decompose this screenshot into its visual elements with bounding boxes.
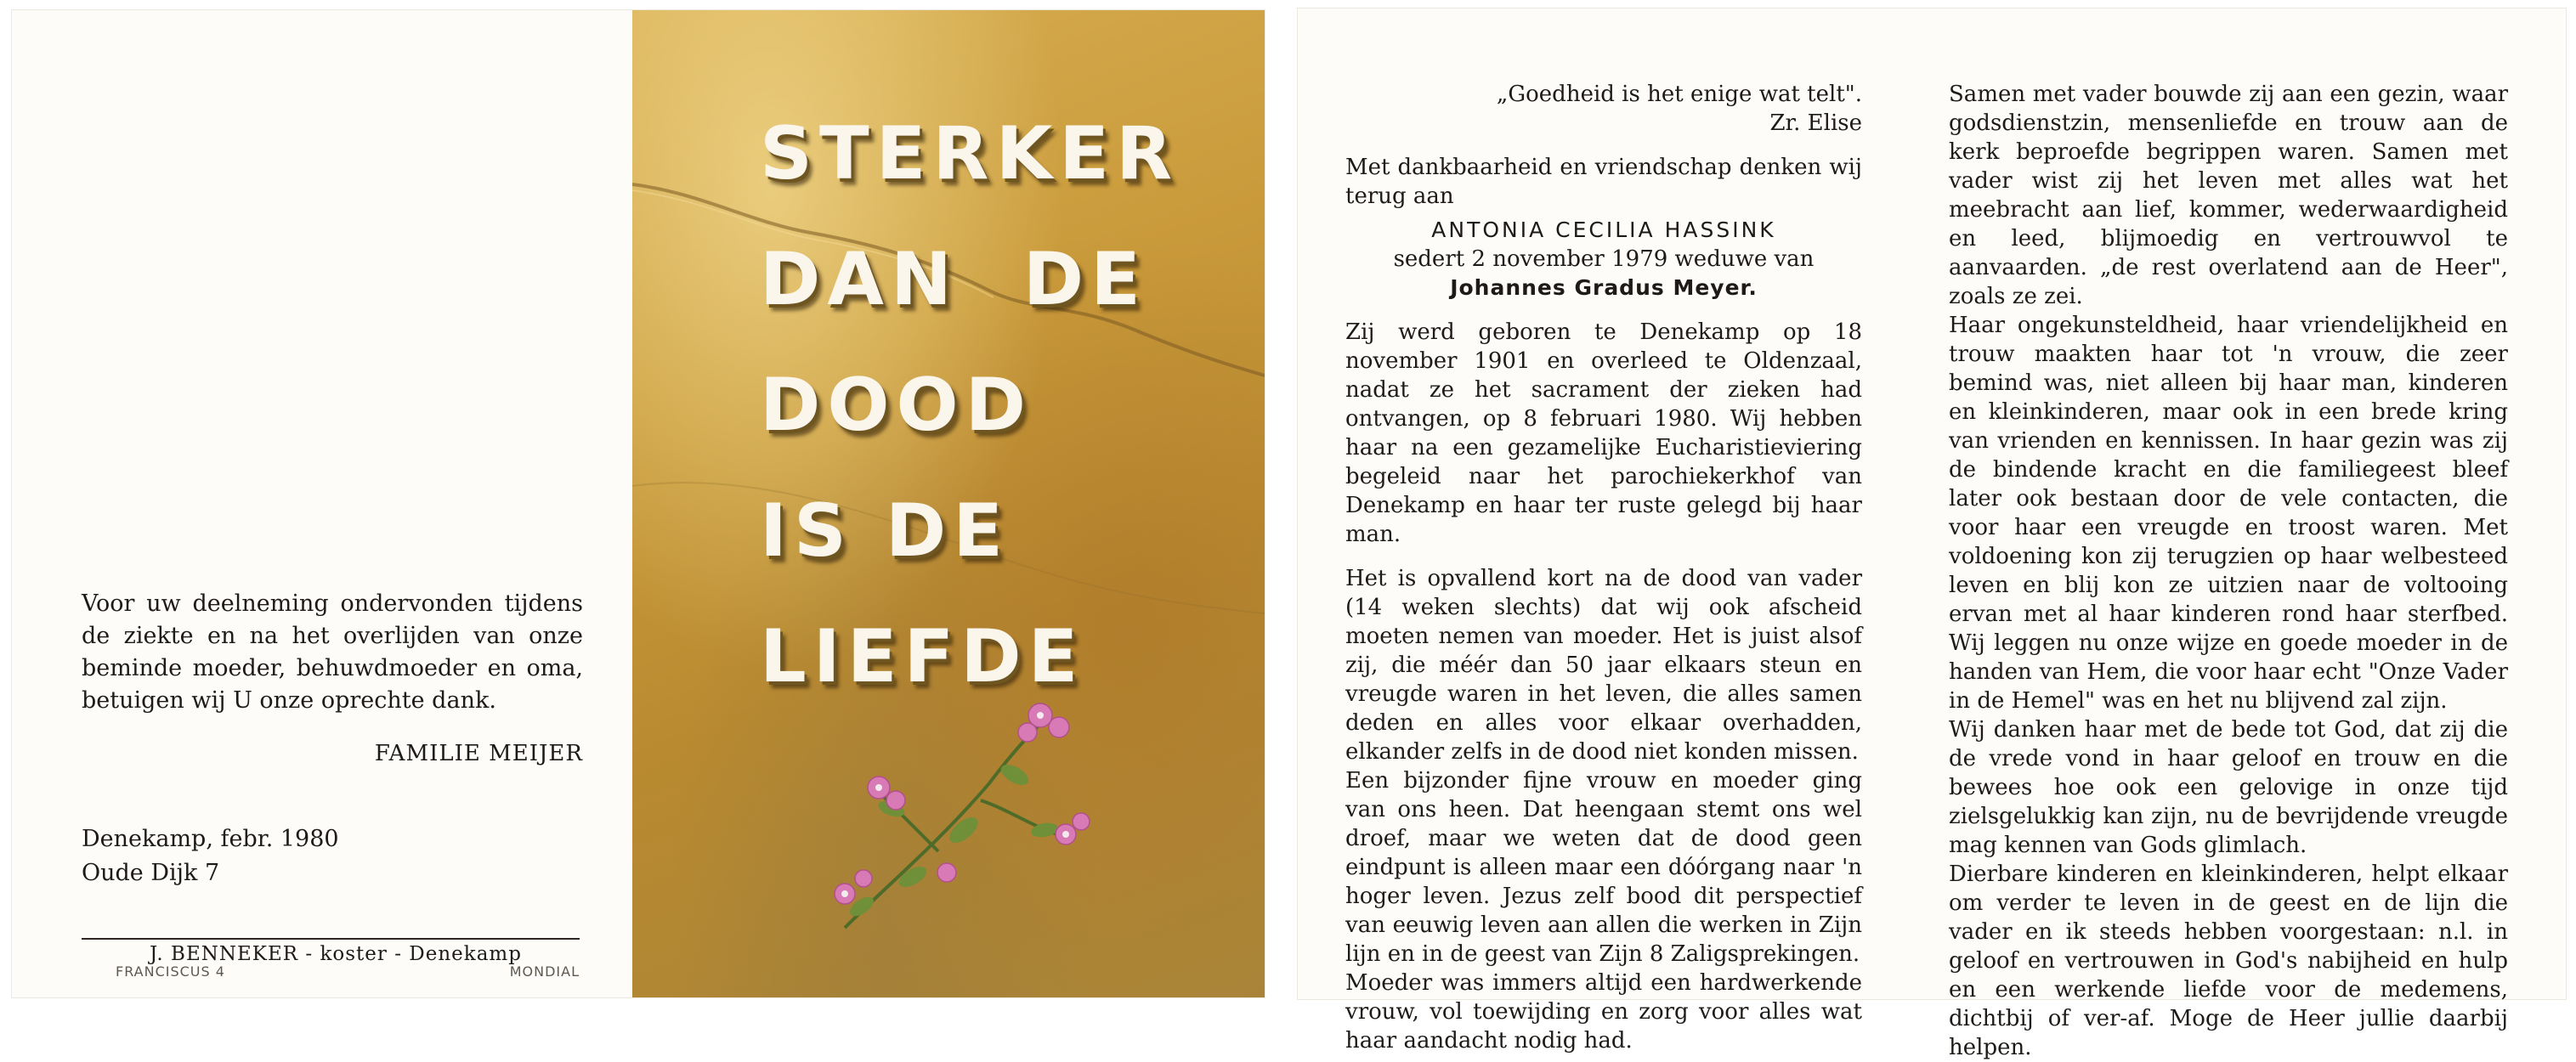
stone-photo <box>632 10 1265 997</box>
imprint-mark-left: FRANCISCUS 4 <box>116 963 225 980</box>
slogan-line-4: IS DE <box>760 489 1011 573</box>
flowers-graphic <box>811 681 1117 936</box>
spouse-name: Johannes Gradus Meyer. <box>1450 275 1758 300</box>
thanks-text: Voor uw deelneming ondervonden tijdens de ziekte en na het overlijden van onze beminde moeder, behuwdmoeder en oma, betuigen wij U onze oprechte dank. <box>82 590 583 714</box>
paragraph: Samen met vader bouwde zij aan een gezin, waar godsdienstzin, mensenliefde en trouw aan de kerk beproefde begrippen waren. Samen met vader wist zij het leven met alles wat het meebracht aan lief, kommer, wederwaardigheid en leed, blijmoedig en vertrouwvol te aanvaarden. „de rest overlatend aan de Heer", zoals ze zei. <box>1949 82 2508 309</box>
paragraph: Het is opvallend kort na de dood van vader (14 weken slechts) dat wij ook afscheid moeten nemen van moeder. Het is juist alsof zij, die méér dan 50 jaar elkaars steun en vreugde waren in het leven, die alles samen deden en alles voor elkaar overhadden, elkander zelfs in de dood niet konden missen. <box>1345 566 1862 765</box>
deceased-name: ANTONIA CECILIA HASSINK <box>1431 217 1776 242</box>
paragraph: Een bijzonder fijne vrouw en moeder ging van ons heen. Dat heengaan stemt ons wel droef, maar we weten dat de dood geen eindpunt is alleen maar een dóórgang naar 'n hoger leven. Jezus zelf bood dit perspectief van eeuwig leven aan allen die werken in Zijn lijn en in de geest van Zijn 8 Zaligsprekingen. <box>1345 768 1862 967</box>
slogan-line-3: DOOD <box>760 363 1033 448</box>
slogan-line-2: DAN DE <box>760 237 1147 322</box>
slogan <box>760 91 1179 720</box>
imprint-text: J. BENNEKER - koster - Denekamp <box>150 943 522 965</box>
intro-text: Met dankbaarheid en vriendschap denken wij terug aan <box>1345 155 1862 209</box>
text-column-right <box>1949 80 2508 1062</box>
place-date: Denekamp, febr. 1980 <box>82 826 339 852</box>
imprint-mark-right: MONDIAL <box>509 963 580 980</box>
epigraph-quote: „Goedheid is het enige wat telt". <box>1496 82 1862 107</box>
place-and-address <box>82 822 339 890</box>
thanks-block <box>82 588 583 766</box>
epigraph-author: Zr. Elise <box>1769 110 1862 136</box>
slogan-line-1: STERKER <box>760 111 1180 196</box>
family-signature: FAMILIE MEIJER <box>374 741 583 766</box>
paragraph: Dierbare kinderen en kleinkinderen, helpt elkaar om verder te leven in de geest en de lijn die vader en ik steeds hebben voorgestaan: n.l. in geloof en vertrouwen in God's nabijheid en hulp en een werkende liefde voor de medemens, dichtbij of ver-af. Moge de Heer jullie daarbij helpen. <box>1949 861 2508 1060</box>
text-column-left <box>1345 80 1862 1055</box>
paragraph: Zij werd geboren te Denekamp op 18 november 1901 en overleed te Oldenzaal, nadat ze het sacrament der zieken had ontvangen, op 8 februari 1980. Wij hebben haar na een gezamelijke Eucharistieviering begeleid naar het parochiekerkhof van Denekamp en haar ter ruste gelegd bij haar man. <box>1345 319 1862 547</box>
paragraph: Haar ongekunsteldheid, haar vriendelijkheid en trouw maakten haar tot 'n vrouw, die zeer bemind was, niet alleen bij haar man, kinderen en kleinkinderen, maar ook in een brede kring van vrienden en kennissen. In haar gezin was zij de bindende kracht en die familiegeest bleef later ook bestaan door de vele contacten, die voor haar een vreugde en troost waren. Met voldoening kon zij terugzien op haar welbesteed leven en blij kon ze uitzien naar de voltooing ervan met al haar kinderen rond haar sterfbed. Wij leggen nu onze wijze en goede moeder in de handen van Hem, die voor haar echt "Onze Vader in de Hemel" was en het nu blijvend zal zijn. <box>1949 313 2508 714</box>
widow-line: sedert 2 november 1979 weduwe van <box>1393 246 1815 272</box>
printer-imprint <box>82 938 580 979</box>
slogan-line-5: LIEFDE <box>760 614 1085 699</box>
paragraph: Wij danken haar met de bede tot God, dat zij die de vrede vond in haar geloof en trouw en die bewees hoe ook een gelovige in onze tijd zielsgelukkig kan zijn, nu de bevrijdende vreugde mag kennen van Gods glimlach. <box>1949 717 2508 858</box>
paragraph: Moeder was immers altijd een hardwerkende vrouw, vol toewijding en zorg voor alles wat haar aandacht nodig had. <box>1345 970 1862 1054</box>
address: Oude Dijk 7 <box>82 860 220 886</box>
right-card <box>1298 8 2566 1060</box>
